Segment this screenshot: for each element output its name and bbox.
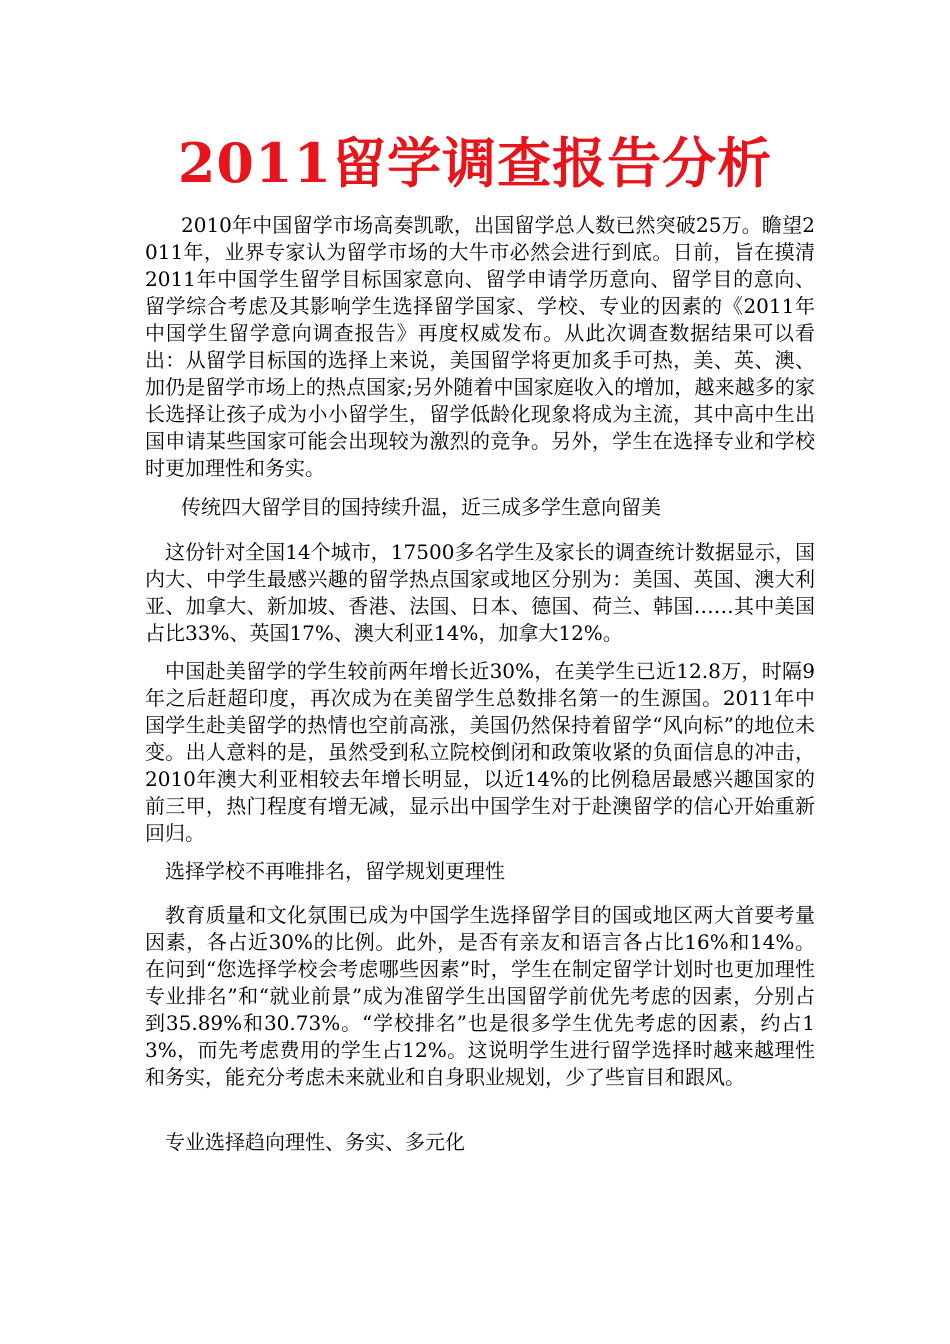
intro-paragraph: 2010年中国留学市场高奏凯歌，出国留学总人数已然突破25万。瞻望2011年，业界专家认为留学市场的大牛市必然会进行到底。日前，旨在摸清2011年中国学生留学目标国家意向、留学申请学历意向、留学目的意向、留学综合考虑及其影响学生选择留学国家、学校、专业的因素的《2011年中国学生留学意向调查报告》再度权威发布。从此次调查数据结果可以看出：从留学目标国的选择上来说，美国留学将更加炙手可热，美、英、澳、加仍是留学市场上的热点国家;另外随着中国家庭收入的增加，越来越多的家长选择让孩子成为小小留学生，留学低龄化现象将成为主流，其中高中生出国申请某些国家可能会出现较为激烈的竞争。另外，学生在选择专业和学校时更加理性和务实。 [145, 213, 815, 480]
usa-paragraph: 中国赴美留学的学生较前两年增长近30%，在美学生已近12.8万，时隔9年之后赶超印度，再次成为在美留学生总数排名第一的生源国。2011年中国学生赴美留学的热情也空前高涨，美国仍然保持着留学“风向标”的地位未变。出人意料的是，虽然受到私立院校倒闭和政策收紧的负面信息的冲击，2010年澳大利亚相较去年增长明显，以近14%的比例稳居最感兴趣国家的前三甲，热门程度有增无减，显示出中国学生对于赴澳留学的信心开始重新回归。 [145, 659, 815, 845]
survey-paragraph: 这份针对全国14个城市，17500多名学生及家长的调查统计数据显示，国内大、中学生最感兴趣的留学热点国家或地区分别为：美国、英国、澳大利亚、加拿大、新加坡、香港、法国、日本、德国、荷兰、韩国……其中美国占比33%、英国17%、澳大利亚14%，加拿大12%。 [145, 540, 815, 645]
section-heading-destinations: 传统四大留学目的国持续升温，近三成多学生意向留美 [181, 495, 661, 519]
school-paragraph: 教育质量和文化氛围已成为中国学生选择留学目的国或地区两大首要考量因素，各占近30%的比例。此外，是否有亲友和语言各占比16%和14%。在问到“您选择学校会考虑哪些因素”时，学生在制定留学计划时也更加理性专业排名”和“就业前景”成为准留学生出国留学前优先考虑的因素，分别占到35.89%和30.73%。“学校排名”也是很多学生优先考虑的因素，约占13%，而先考虑费用的学生占12%。这说明学生进行留学选择时越来越理性和务实，能充分考虑未来就业和自身职业规划，少了些盲目和跟风。 [145, 903, 815, 1089]
section-heading-major-choice: 专业选择趋向理性、务实、多元化 [165, 1130, 465, 1154]
document-title: 2011留学调查报告分析 [177, 131, 773, 195]
section-heading-school-choice: 选择学校不再唯排名，留学规划更理性 [165, 859, 505, 883]
